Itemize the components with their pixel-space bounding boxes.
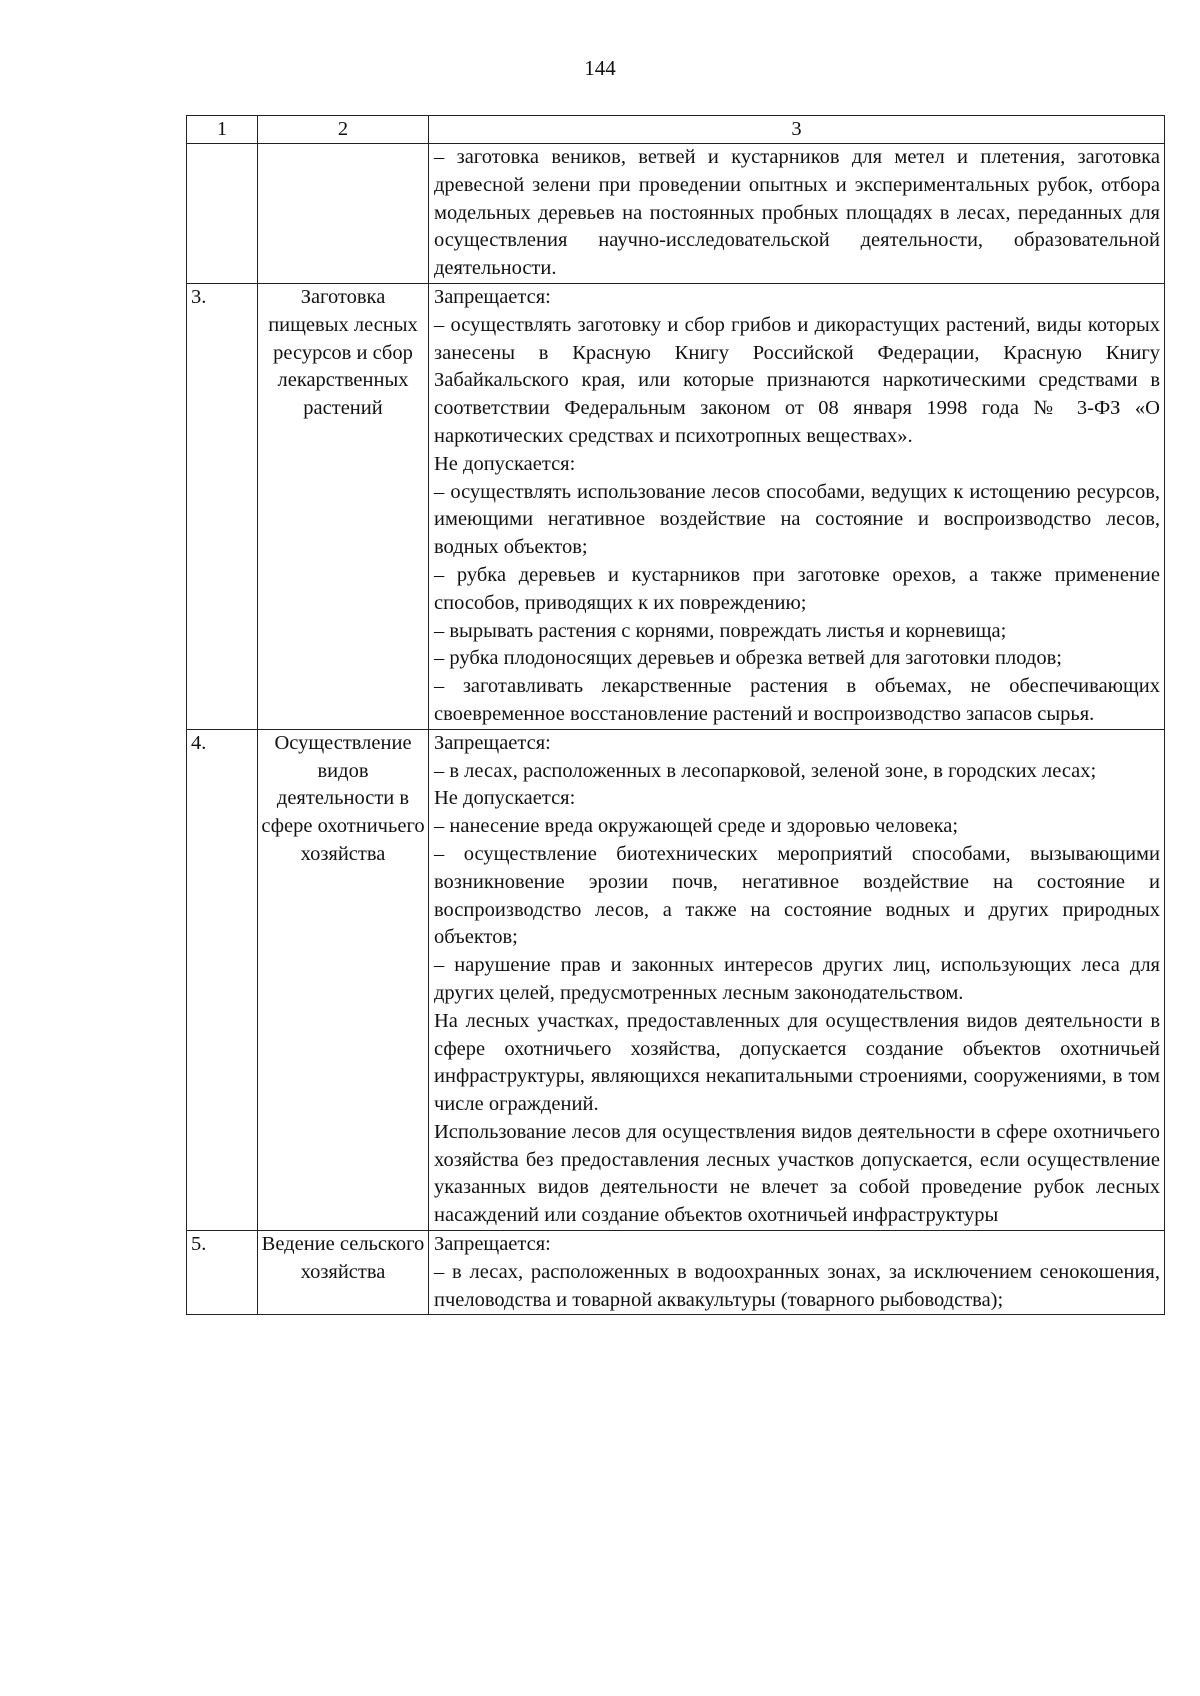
restriction-paragraph: Не допускается: [434, 452, 576, 475]
table-row [187, 144, 1165, 284]
restriction-paragraph: – осуществление биотехнических мероприятий способами, вызывающими возникновение эрозии почв, негативное воздействие на состояние и воспроизводство лесов, а также на состояние водных и других природных объектов; [434, 842, 1160, 949]
row-number: 4. [187, 729, 258, 1230]
activity-type: Ведение сельского хозяйства [258, 1231, 429, 1315]
restrictions-cell [429, 283, 1165, 729]
restriction-paragraph: Запрещается: [434, 1233, 551, 1256]
restriction-paragraph: – вырывать растения с корнями, повреждать листья и корневища; [434, 619, 1007, 642]
table-body [187, 144, 1165, 1315]
restriction-paragraph: – осуществлять заготовку и сбор грибов и дикорастущих растений, виды которых занесены в Красную Книгу Российской Федерации, Красную Книгу Забайкальского края, или которые признаются наркотическими средствами в соответствии Федеральным законом от 08 января 1998 года № 3-ФЗ «О наркотических средствах и психотропных веществах». [434, 313, 1160, 447]
restriction-paragraph: Запрещается: [434, 285, 551, 308]
activity-type: Заготовка пищевых лесных ресурсов и сбор лекарственных растений [258, 283, 429, 729]
row-number: 5. [187, 1231, 258, 1315]
restriction-paragraph: Не допускается: [434, 787, 576, 810]
restrictions-cell [429, 729, 1165, 1230]
row-number: 3. [187, 283, 258, 729]
restrictions-cell [429, 144, 1165, 284]
restriction-paragraph: – заготавливать лекарственные растения в объемах, не обеспечивающих своевременное восстановление растений и воспроизводство запасов сырья. [434, 675, 1160, 725]
activity-type [258, 144, 429, 284]
restriction-paragraph: – нарушение прав и законных интересов других лиц, использующих леса для других целей, предусмотренных лесным законодательством. [434, 954, 1160, 1004]
restriction-paragraph: – нанесение вреда окружающей среде и здоровью человека; [434, 815, 959, 838]
column-header: 2 [258, 116, 429, 144]
column-header: 3 [429, 116, 1165, 144]
restriction-paragraph: – рубка деревьев и кустарников при заготовке орехов, а также применение способов, приводящих к их повреждению; [434, 563, 1160, 614]
restrictions-cell [429, 1231, 1165, 1315]
header-row [187, 116, 1165, 144]
restriction-paragraph: – рубка плодоносящих деревьев и обрезка ветвей для заготовки плодов; [434, 647, 1062, 670]
table-row [187, 283, 1165, 729]
restriction-paragraph: – осуществлять использование лесов способами, ведущих к истощению ресурсов, имеющими негативное воздействие на состояние и воспроизводство лесов, водных объектов; [434, 480, 1160, 559]
activity-type: Осуществление видов деятельности в сфере охотничьего хозяйства [258, 729, 429, 1230]
restriction-paragraph: Запрещается: [434, 731, 551, 754]
restriction-paragraph: – в лесах, расположенных в водоохранных зонах, за исключением сенокошения, пчеловодства и товарной аквакультуры (товарного рыбоводства); [434, 1260, 1160, 1311]
restriction-paragraph: – заготовка веников, ветвей и кустарников для метел и плетения, заготовка древесной зелени при проведении опытных и экспериментальных рубок, отбора модельных деревьев на постоянных пробных площадях в лесах, переданных для осуществления научно-исследовательской деятельности, образовательной деятельности. [434, 146, 1160, 280]
page-number: 144 [584, 56, 616, 80]
column-header: 1 [187, 116, 258, 144]
forest-use-restrictions-table [186, 115, 1165, 1315]
table-row [187, 1231, 1165, 1315]
table-row [187, 729, 1165, 1230]
restriction-paragraph: На лесных участках, предоставленных для осуществления видов деятельности в сфере охотничьего хозяйства, допускается создание объектов охотничьей инфраструктуры, являющихся некапитальными строениями, сооружениями, в том числе ограждений. [434, 1009, 1160, 1116]
restriction-paragraph: – в лесах, расположенных в лесопарковой, зеленой зоне, в городских лесах; [434, 759, 1097, 782]
row-number [187, 144, 258, 284]
restriction-paragraph: Использование лесов для осуществления видов деятельности в сфере охотничьего хозяйства без предоставления лесных участков допускается, если осуществление указанных видов деятельности не влечет за собой проведение рубок лесных насаждений или создание объектов охотничьей инфраструктуры [434, 1120, 1160, 1227]
